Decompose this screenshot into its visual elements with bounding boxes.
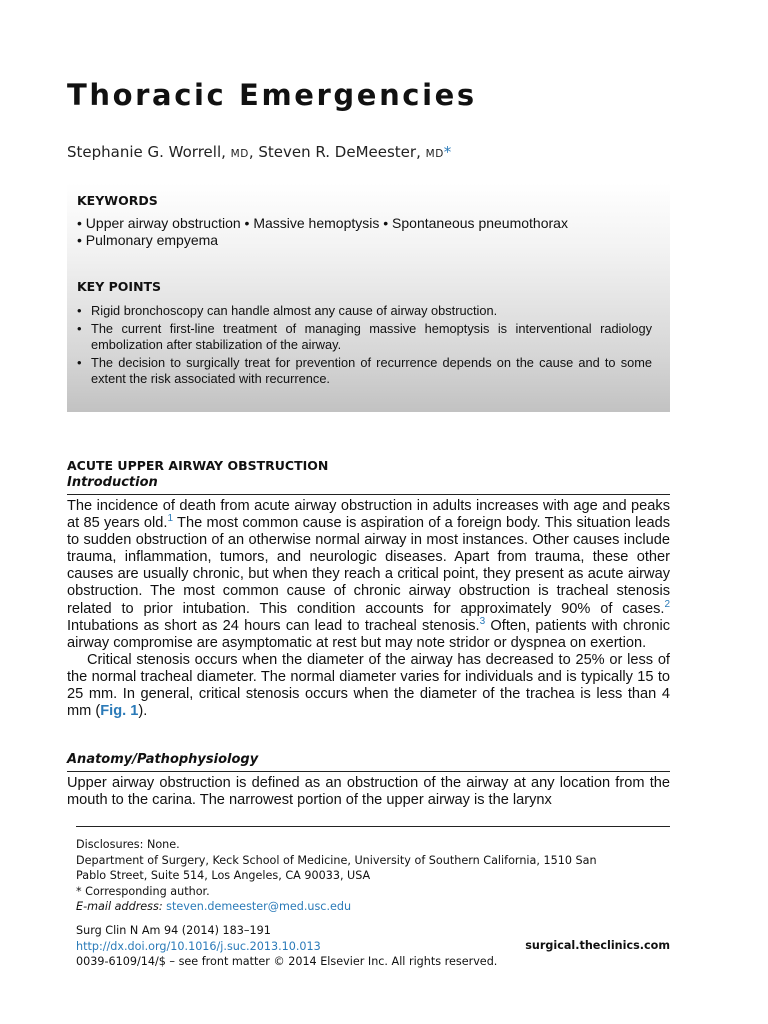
email-line	[76, 899, 670, 915]
subsection-heading: Introduction	[67, 475, 158, 490]
paragraph: Critical stenosis occurs when the diameter of the airway has decreased to 25% or less of the normal tracheal diameter. The normal diameter varies for individuals and is typically 15 to 25 mm. In general, critical stenosis occurs when the diameter of the trachea is less than 4 mm (Fig. 1).	[67, 651, 670, 720]
author-line: Stephanie G. Worrell, MD, Steven R. DeMeester, MD*	[67, 143, 452, 161]
email-label: E-mail address:	[76, 900, 163, 913]
keywords-line: • Upper airway obstruction • Massive hemoptysis • Spontaneous pneumothorax	[77, 215, 568, 231]
keywords-line: • Pulmonary empyema	[77, 232, 219, 248]
doi-link[interactable]: http://dx.doi.org/10.1016/j.suc.2013.10.013	[76, 939, 321, 953]
heading-rule	[67, 494, 670, 495]
anatomy-body	[67, 775, 670, 809]
footnotes	[76, 837, 670, 915]
figure-link[interactable]: Fig. 1	[100, 703, 139, 720]
paragraph: Upper airway obstruction is defined as an obstruction of the airway at any location from the mouth to the carina. The narrowest portion of the upper airway is the larynx	[67, 775, 670, 809]
citation-link[interactable]: 1	[167, 513, 174, 525]
email-link[interactable]: steven.demeester@med.usc.edu	[166, 900, 352, 913]
key-point-item: • Rigid bronchoscopy can handle almost any cause of airway obstruction.	[77, 303, 652, 320]
corresponding-author-link[interactable]: *	[443, 143, 452, 161]
key-point-item: • The decision to surgically treat for prevention of recurrence depends on the cause and to some extent the risk associated with recurrence.	[77, 355, 652, 388]
citation-link[interactable]: 2	[664, 598, 670, 610]
affiliation: Department of Surgery, Keck School of Medicine, University of Southern California, 1510 San	[76, 853, 597, 867]
section-heading: ACUTE UPPER AIRWAY OBSTRUCTION	[67, 458, 329, 473]
affiliation: Pablo Street, Suite 514, Los Angeles, CA 90033, USA	[76, 869, 371, 882]
introduction-body	[67, 498, 670, 720]
subsection-heading: Anatomy/Pathophysiology	[67, 752, 259, 767]
citation-link[interactable]: 3	[479, 615, 486, 627]
key-points-list	[77, 303, 652, 389]
key-point-item: • The current first-line treatment of managing massive hemoptysis is interventional radiology embolization after stabilization of the airway.	[77, 321, 652, 354]
paragraph: The incidence of death from acute airway obstruction in adults increases with age and peaks at 85 years old.$^1$ The most common cause is aspiration of a foreign body. This situation leads to sudden obstruction of an otherwise normal airway in most instances. Other causes include trauma, inflammation, tumors, and neurologic diseases. Apart from trauma, these other causes are usually chronic, but when they reach a critical point, they present as acute airway obstruction. The most common cause of chronic airway obstruction is tracheal stenosis related to prior intubation. This condition accounts for approximately 90% of cases.$^2$ Intubations as short as 24 hours can lead to tracheal stenosis.$^3$ Often, patients with chronic airway compromise are asymptomatic at rest but may note stridor or dyspnea on exertion.	[67, 498, 671, 651]
key-points-heading: KEY POINTS	[77, 279, 162, 294]
heading-rule	[67, 771, 670, 772]
disclosures: Disclosures: None.	[76, 838, 180, 851]
journal-website[interactable]: surgical.theclinics.com	[525, 939, 670, 952]
corresponding-note: * Corresponding author.	[76, 884, 210, 898]
author-degree: MD	[425, 148, 444, 160]
author-name: Steven R. DeMeester,	[258, 143, 421, 161]
journal-citation: Surg Clin N Am 94 (2014) 183–191	[76, 924, 271, 937]
keywords-heading: KEYWORDS	[77, 193, 158, 208]
copyright: 0039-6109/14/$ – see front matter © 2014 Elsevier Inc. All rights reserved.	[76, 955, 498, 968]
author-degree: MD	[230, 148, 249, 160]
article-title: Thoracic Emergencies	[67, 78, 477, 112]
keywords-keypoints-box	[67, 183, 670, 412]
footnote-rule	[76, 826, 670, 827]
author-name: Stephanie G. Worrell,	[67, 143, 226, 161]
